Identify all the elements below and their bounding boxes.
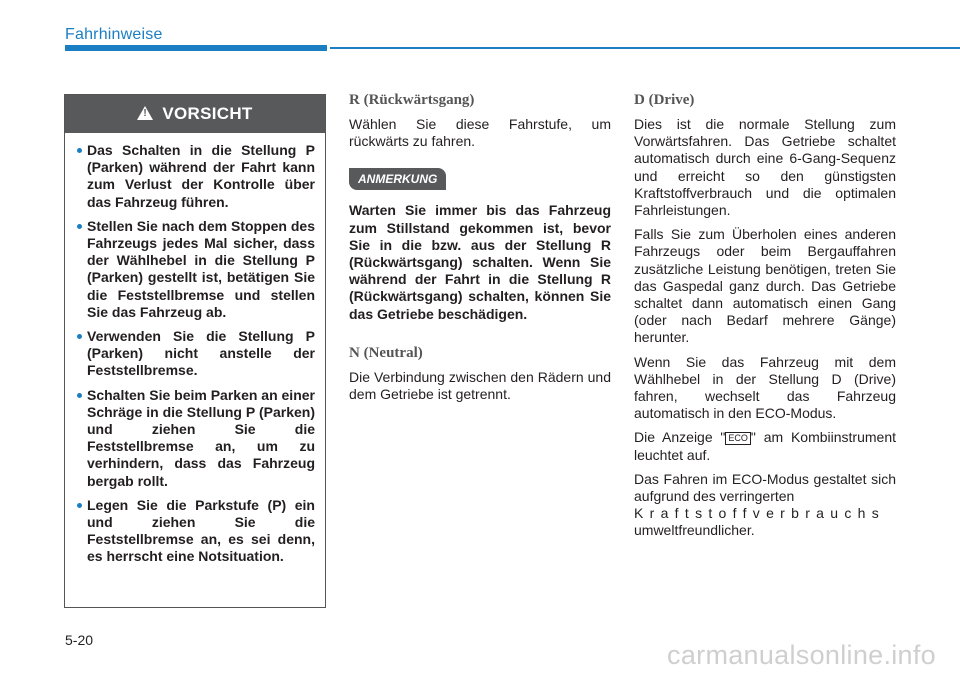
drive-text-5a: Das Fahren im ECO-Modus gestaltet sich aufgrund des verringerten <box>634 470 896 505</box>
drive-text-2: Falls Sie zum Überholen eines anderen Fahrzeugs oder beim Bergauffahren zusätzliche Leistung benötigen, treten Sie das Gaspedal ganz durch. Das Getriebe schaltet dann automatisch einen Gang (oder nach Bedarf mehrere Gänge) herunter. <box>634 226 896 346</box>
caution-item: Schalten Sie beim Parken an einer Schräge in die Stellung P (Parken) und ziehen Sie die Feststellbremse an, um zu verhindern, dass das Fahrzeug bergab rollt. <box>77 387 315 490</box>
eco-pre: Die Anzeige " <box>634 429 726 446</box>
heading-drive: D (Drive) <box>634 92 695 108</box>
caution-item: Stellen Sie nach dem Stoppen des Fahrzeugs jedes Mal sicher, dass der Wählhebel in die Stellung P (Parken) gestellt ist, betätigen Sie die Feststellbremse und stellen Sie das Fahrzeug ab. <box>77 218 315 321</box>
header-rule-thick <box>65 45 327 51</box>
drive-text-3: Wenn Sie das Fahrzeug mit dem Wählhebel in der Stellung D (Drive) fahren, wechselt das Fahrzeug automatisch in den ECO-Modus. <box>634 353 896 422</box>
caution-box <box>64 94 326 608</box>
caution-item: Verwenden Sie die Stellung P (Parken) nicht anstelle der Feststellbremse. <box>77 328 315 380</box>
drive-text-1: Dies ist die normale Stellung zum Vorwärtsfahren. Das Getriebe schaltet automatisch durch eine 6-Gang-Sequenz und erreicht so den günstigsten Kraftstoffverbrauch und die optimalen Fahrleistungen. <box>634 116 896 219</box>
drive-text-5c: umweltfreundlicher. <box>634 522 755 539</box>
heading-reverse: R (Rückwärtsgang) <box>349 92 475 108</box>
caution-item: Das Schalten in die Stellung P (Parken) während der Fahrt kann zum Verlust der Kontrolle über das Fahrzeug führen. <box>77 142 315 211</box>
drive-text-5 <box>634 471 896 540</box>
drive-text-5b: Kraftstoffverbrauchs <box>634 505 886 522</box>
page-number: 5-20 <box>65 632 94 648</box>
middle-column <box>349 92 611 410</box>
caution-list <box>65 133 325 566</box>
note-text: Warten Sie immer bis das Fahrzeug zum Stillstand gekommen ist, bevor Sie in die bzw. aus der Stellung R (Rückwärtsgang) schalten. Wenn Sie während der Fahrt in die Stellung R (Rückwärtsgang) schalten, können Sie das Getriebe beschädigen. <box>349 202 611 322</box>
header-rule-thin <box>330 47 960 49</box>
eco-indicator-icon: ECO <box>725 432 751 445</box>
heading-neutral: N (Neutral) <box>349 344 423 361</box>
section-title: Fahrhinweise <box>65 26 163 43</box>
right-column <box>634 92 896 547</box>
caution-header <box>65 95 325 133</box>
warning-triangle-icon <box>137 106 153 120</box>
note-badge: ANMERKUNG <box>349 168 446 190</box>
caution-item: Legen Sie die Parkstufe (P) ein und ziehen Sie die Feststellbremse an, es sei denn, es herrscht eine Notsituation. <box>77 497 315 566</box>
eco-indicator-text <box>634 429 896 463</box>
neutral-text: Die Verbindung zwischen den Rädern und dem Getriebe ist getrennt. <box>349 368 611 403</box>
eco-post: " am Kombiinstrument leuchtet auf. <box>634 429 896 463</box>
caution-title: VORSICHT <box>162 104 253 123</box>
reverse-text: Wählen Sie diese Fahrstufe, um rückwärts zu fahren. <box>349 116 611 150</box>
watermark: carmanualsonline.info <box>667 640 936 670</box>
